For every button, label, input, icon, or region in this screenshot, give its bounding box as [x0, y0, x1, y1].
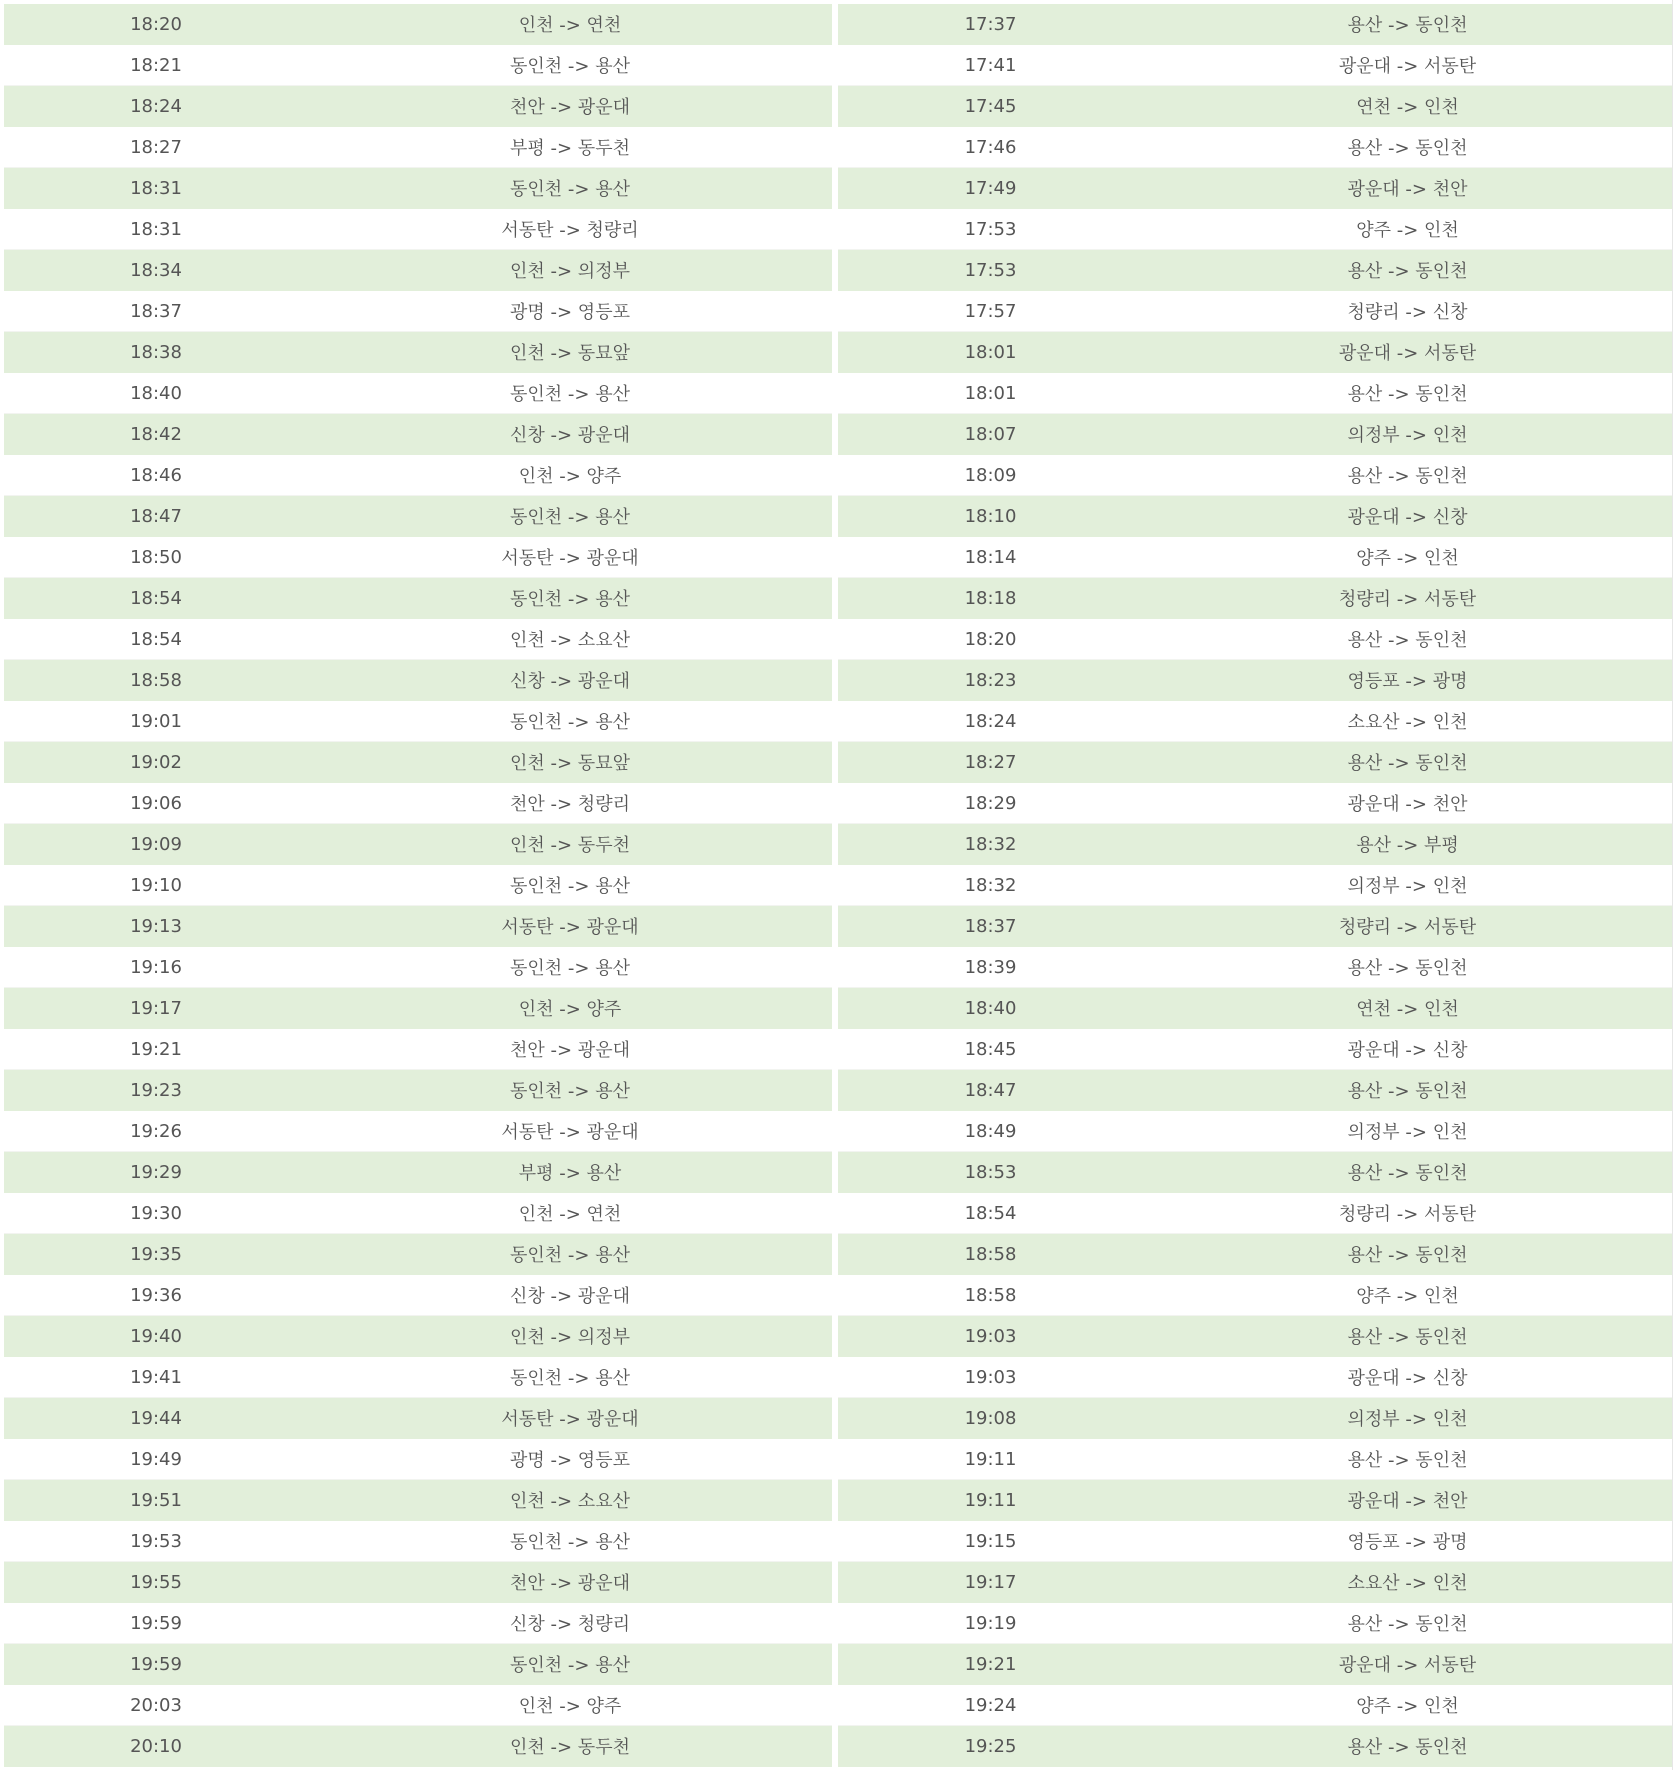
table-row — [4, 619, 832, 660]
table-row — [838, 1398, 1672, 1439]
route-label: 양주 -> 인천 — [1356, 1696, 1459, 1717]
route-label: 용산 -> 동인천 — [1347, 1737, 1468, 1758]
timetable-right-panel — [838, 4, 1672, 1767]
table-row — [4, 1152, 832, 1193]
route-label: 인천 -> 연천 — [518, 15, 622, 36]
departure-time: 18:07 — [964, 423, 1017, 445]
table-row — [4, 209, 832, 250]
table-row — [4, 1070, 832, 1111]
table-row — [4, 824, 832, 865]
route-label: 동인천 -> 용산 — [510, 507, 630, 528]
table-row — [4, 86, 832, 127]
departure-time: 18:42 — [130, 423, 182, 445]
route-label: 천안 -> 광운대 — [510, 1573, 630, 1594]
route-label: 의정부 -> 인천 — [1347, 425, 1468, 446]
table-row — [838, 1275, 1672, 1316]
route-label: 광운대 -> 신창 — [1347, 1368, 1468, 1389]
departure-time: 17:49 — [964, 177, 1017, 199]
route-label: 광운대 -> 천안 — [1347, 1491, 1468, 1512]
table-row — [838, 578, 1672, 619]
departure-time: 19:26 — [130, 1120, 182, 1142]
departure-time: 18:10 — [964, 505, 1017, 527]
route-label: 인천 -> 동묘앞 — [510, 343, 630, 364]
departure-time: 19:23 — [130, 1079, 182, 1101]
route-label: 동인천 -> 용산 — [510, 1532, 630, 1553]
departure-time: 17:41 — [964, 54, 1017, 76]
route-label: 광운대 -> 천안 — [1347, 179, 1468, 200]
route-label: 서동탄 -> 광운대 — [501, 917, 639, 938]
route-label: 청량리 -> 서동탄 — [1338, 1204, 1477, 1225]
departure-time: 19:09 — [130, 833, 182, 855]
departure-time: 19:17 — [964, 1571, 1017, 1593]
departure-time: 19:03 — [964, 1366, 1017, 1388]
route-label: 용산 -> 부평 — [1356, 835, 1459, 856]
departure-time: 19:13 — [130, 915, 182, 937]
route-label: 광운대 -> 신창 — [1347, 507, 1468, 528]
table-row — [4, 1521, 832, 1562]
departure-time: 19:51 — [130, 1489, 182, 1511]
departure-time: 18:45 — [964, 1038, 1017, 1060]
route-label: 동인천 -> 용산 — [510, 1081, 630, 1102]
route-label: 동인천 -> 용산 — [510, 958, 630, 979]
table-row — [4, 1029, 832, 1070]
route-label: 인천 -> 의정부 — [510, 1327, 630, 1348]
departure-time: 20:10 — [130, 1735, 182, 1757]
route-label: 천안 -> 광운대 — [510, 97, 630, 118]
table-row — [4, 988, 832, 1029]
departure-time: 18:49 — [964, 1120, 1017, 1142]
departure-time: 18:54 — [964, 1202, 1017, 1224]
table-row — [838, 1234, 1672, 1275]
route-label: 신창 -> 광운대 — [510, 671, 630, 692]
table-row — [838, 209, 1672, 250]
route-label: 의정부 -> 인천 — [1347, 1409, 1468, 1430]
table-row — [838, 1562, 1672, 1603]
departure-time: 18:39 — [964, 956, 1017, 978]
departure-time: 17:53 — [964, 218, 1017, 240]
table-row — [4, 1603, 832, 1644]
table-row — [4, 783, 832, 824]
table-row — [4, 1316, 832, 1357]
table-row — [838, 250, 1672, 291]
table-row — [4, 537, 832, 578]
route-label: 인천 -> 동두천 — [510, 1737, 630, 1758]
route-label: 인천 -> 소요산 — [510, 1491, 630, 1512]
route-label: 인천 -> 소요산 — [510, 630, 630, 651]
table-row — [4, 291, 832, 332]
route-label: 동인천 -> 용산 — [510, 589, 630, 610]
route-label: 용산 -> 동인천 — [1347, 1163, 1468, 1184]
route-label: 양주 -> 인천 — [1356, 548, 1459, 569]
route-label: 청량리 -> 신창 — [1347, 302, 1468, 323]
table-row — [838, 1152, 1672, 1193]
table-row — [838, 1070, 1672, 1111]
departure-time: 19:08 — [964, 1407, 1017, 1429]
departure-time: 18:40 — [964, 997, 1017, 1019]
table-row — [4, 127, 832, 168]
route-label: 인천 -> 동두천 — [510, 835, 630, 856]
route-label: 의정부 -> 인천 — [1347, 876, 1468, 897]
table-row — [838, 373, 1672, 414]
page-edge-divider — [1672, 0, 1673, 1770]
departure-time: 18:24 — [130, 95, 182, 117]
table-row — [4, 1275, 832, 1316]
table-row — [838, 1644, 1672, 1685]
departure-time: 18:47 — [964, 1079, 1017, 1101]
table-row — [838, 45, 1672, 86]
departure-time: 19:55 — [130, 1571, 182, 1593]
route-label: 서동탄 -> 광운대 — [501, 1409, 639, 1430]
route-label: 인천 -> 양주 — [518, 999, 622, 1020]
route-label: 영등포 -> 광명 — [1347, 1532, 1468, 1553]
route-label: 용산 -> 동인천 — [1347, 261, 1468, 282]
table-row — [838, 1357, 1672, 1398]
table-row — [4, 906, 832, 947]
departure-time: 19:36 — [130, 1284, 182, 1306]
departure-time: 17:57 — [964, 300, 1017, 322]
route-label: 광명 -> 영등포 — [510, 1450, 630, 1471]
route-label: 용산 -> 동인천 — [1347, 1614, 1468, 1635]
departure-time: 19:30 — [130, 1202, 182, 1224]
departure-time: 18:54 — [130, 587, 182, 609]
route-label: 용산 -> 동인천 — [1347, 1450, 1468, 1471]
departure-time: 17:53 — [964, 259, 1017, 281]
departure-time: 19:21 — [964, 1653, 1017, 1675]
departure-time: 18:46 — [130, 464, 182, 486]
table-row — [4, 578, 832, 619]
route-label: 용산 -> 동인천 — [1347, 384, 1468, 405]
departure-time: 19:35 — [130, 1243, 182, 1265]
table-row — [4, 1234, 832, 1275]
route-label: 소요산 -> 인천 — [1347, 1573, 1468, 1594]
departure-time: 18:23 — [964, 669, 1017, 691]
departure-time: 19:16 — [130, 956, 182, 978]
table-row — [838, 1480, 1672, 1521]
table-row — [4, 1685, 832, 1726]
departure-time: 19:11 — [964, 1489, 1017, 1511]
departure-time: 18:50 — [130, 546, 182, 568]
departure-time: 19:02 — [130, 751, 182, 773]
departure-time: 17:45 — [964, 95, 1017, 117]
table-row — [838, 1521, 1672, 1562]
departure-time: 18:37 — [130, 300, 182, 322]
route-label: 용산 -> 동인천 — [1347, 753, 1468, 774]
route-label: 서동탄 -> 광운대 — [501, 548, 639, 569]
table-row — [4, 1480, 832, 1521]
route-label: 의정부 -> 인천 — [1347, 1122, 1468, 1143]
route-label: 인천 -> 양주 — [518, 1696, 622, 1717]
route-label: 청량리 -> 서동탄 — [1338, 917, 1477, 938]
departure-time: 18:32 — [964, 833, 1017, 855]
table-row — [4, 701, 832, 742]
table-row — [4, 1111, 832, 1152]
route-label: 연천 -> 인천 — [1356, 97, 1459, 118]
table-row — [838, 4, 1672, 45]
route-label: 서동탄 -> 광운대 — [501, 1122, 639, 1143]
route-label: 용산 -> 동인천 — [1347, 630, 1468, 651]
departure-time: 19:06 — [130, 792, 182, 814]
departure-time: 18:58 — [130, 669, 182, 691]
table-row — [838, 332, 1672, 373]
table-row — [4, 1193, 832, 1234]
table-row — [838, 824, 1672, 865]
departure-time: 18:31 — [130, 177, 182, 199]
route-label: 천안 -> 청량리 — [510, 794, 630, 815]
departure-time: 18:31 — [130, 218, 182, 240]
table-row — [4, 1357, 832, 1398]
table-row — [838, 906, 1672, 947]
table-row — [4, 947, 832, 988]
route-label: 동인천 -> 용산 — [510, 179, 630, 200]
route-label: 동인천 -> 용산 — [510, 1368, 630, 1389]
table-row — [838, 1111, 1672, 1152]
departure-time: 18:58 — [964, 1284, 1017, 1306]
departure-time: 19:40 — [130, 1325, 182, 1347]
table-row — [4, 1644, 832, 1685]
departure-time: 19:11 — [964, 1448, 1017, 1470]
table-row — [838, 783, 1672, 824]
departure-time: 19:10 — [130, 874, 182, 896]
table-row — [838, 168, 1672, 209]
table-row — [4, 1439, 832, 1480]
departure-time: 18:20 — [130, 13, 182, 35]
table-row — [838, 947, 1672, 988]
route-label: 동인천 -> 용산 — [510, 56, 630, 77]
route-label: 부평 -> 용산 — [518, 1163, 622, 1184]
departure-time: 17:46 — [964, 136, 1017, 158]
table-row — [838, 1603, 1672, 1644]
departure-time: 18:47 — [130, 505, 182, 527]
route-label: 동인천 -> 용산 — [510, 384, 630, 405]
timetable-left-panel — [4, 4, 832, 1767]
departure-time: 19:19 — [964, 1612, 1017, 1634]
departure-time: 19:41 — [130, 1366, 182, 1388]
route-label: 용산 -> 동인천 — [1347, 1327, 1468, 1348]
departure-time: 18:40 — [130, 382, 182, 404]
table-row — [838, 865, 1672, 906]
route-label: 동인천 -> 용산 — [510, 1655, 630, 1676]
departure-time: 19:17 — [130, 997, 182, 1019]
route-label: 용산 -> 동인천 — [1347, 1245, 1468, 1266]
departure-time: 18:18 — [964, 587, 1017, 609]
table-row — [838, 455, 1672, 496]
route-label: 청량리 -> 서동탄 — [1338, 589, 1477, 610]
departure-time: 19:44 — [130, 1407, 182, 1429]
route-label: 동인천 -> 용산 — [510, 712, 630, 733]
table-row — [838, 988, 1672, 1029]
table-row — [838, 660, 1672, 701]
table-row — [4, 332, 832, 373]
table-row — [4, 4, 832, 45]
departure-time: 18:27 — [964, 751, 1017, 773]
table-row — [4, 373, 832, 414]
route-label: 광운대 -> 서동탄 — [1338, 1655, 1477, 1676]
table-row — [838, 1439, 1672, 1480]
departure-time: 18:32 — [964, 874, 1017, 896]
table-row — [838, 742, 1672, 783]
departure-time: 19:15 — [964, 1530, 1017, 1552]
route-label: 광명 -> 영등포 — [510, 302, 630, 323]
table-row — [4, 1398, 832, 1439]
route-label: 신창 -> 광운대 — [510, 1286, 630, 1307]
route-label: 양주 -> 인천 — [1356, 1286, 1459, 1307]
departure-time: 18:34 — [130, 259, 182, 281]
departure-time: 18:58 — [964, 1243, 1017, 1265]
table-row — [4, 250, 832, 291]
departure-time: 18:38 — [130, 341, 182, 363]
departure-time: 18:29 — [964, 792, 1017, 814]
table-row — [838, 86, 1672, 127]
route-label: 광운대 -> 신창 — [1347, 1040, 1468, 1061]
departure-time: 18:14 — [964, 546, 1017, 568]
table-row — [4, 1726, 832, 1767]
table-row — [838, 1685, 1672, 1726]
table-row — [838, 414, 1672, 455]
departure-time: 18:21 — [130, 54, 182, 76]
route-label: 양주 -> 인천 — [1356, 220, 1459, 241]
departure-time: 19:03 — [964, 1325, 1017, 1347]
route-label: 용산 -> 동인천 — [1347, 15, 1468, 36]
table-row — [838, 1193, 1672, 1234]
table-row — [838, 537, 1672, 578]
departure-time: 19:01 — [130, 710, 182, 732]
table-row — [4, 45, 832, 86]
departure-time: 18:01 — [964, 382, 1017, 404]
table-row — [838, 291, 1672, 332]
route-label: 연천 -> 인천 — [1356, 999, 1459, 1020]
table-row — [838, 127, 1672, 168]
table-row — [4, 660, 832, 701]
table-row — [838, 1029, 1672, 1070]
route-label: 광운대 -> 천안 — [1347, 794, 1468, 815]
route-label: 인천 -> 양주 — [518, 466, 622, 487]
departure-time: 18:24 — [964, 710, 1017, 732]
table-row — [4, 1562, 832, 1603]
table-row — [4, 742, 832, 783]
departure-time: 18:09 — [964, 464, 1017, 486]
route-label: 서동탄 -> 청량리 — [501, 220, 639, 241]
route-label: 소요산 -> 인천 — [1347, 712, 1468, 733]
route-label: 천안 -> 광운대 — [510, 1040, 630, 1061]
table-row — [838, 1316, 1672, 1357]
table-row — [4, 865, 832, 906]
route-label: 광운대 -> 서동탄 — [1338, 56, 1477, 77]
departure-time: 18:37 — [964, 915, 1017, 937]
departure-time: 20:03 — [130, 1694, 182, 1716]
table-row — [4, 496, 832, 537]
table-row — [838, 496, 1672, 537]
route-label: 인천 -> 의정부 — [510, 261, 630, 282]
route-label: 인천 -> 동묘앞 — [510, 753, 630, 774]
departure-time: 18:20 — [964, 628, 1017, 650]
table-row — [4, 414, 832, 455]
departure-time: 18:54 — [130, 628, 182, 650]
route-label: 부평 -> 동두천 — [510, 138, 630, 159]
table-row — [838, 1726, 1672, 1767]
departure-time: 19:59 — [130, 1612, 182, 1634]
route-label: 신창 -> 광운대 — [510, 425, 630, 446]
departure-time: 19:59 — [130, 1653, 182, 1675]
route-label: 영등포 -> 광명 — [1347, 671, 1468, 692]
route-label: 용산 -> 동인천 — [1347, 138, 1468, 159]
route-label: 광운대 -> 서동탄 — [1338, 343, 1477, 364]
route-label: 용산 -> 동인천 — [1347, 958, 1468, 979]
departure-time: 18:01 — [964, 341, 1017, 363]
route-label: 동인천 -> 용산 — [510, 876, 630, 897]
table-row — [838, 701, 1672, 742]
route-label: 신창 -> 청량리 — [510, 1614, 630, 1635]
departure-time: 19:21 — [130, 1038, 182, 1060]
route-label: 용산 -> 동인천 — [1347, 466, 1468, 487]
departure-time: 19:24 — [964, 1694, 1017, 1716]
table-row — [838, 619, 1672, 660]
departure-time: 19:49 — [130, 1448, 182, 1470]
route-label: 용산 -> 동인천 — [1347, 1081, 1468, 1102]
departure-time: 18:53 — [964, 1161, 1017, 1183]
departure-time: 19:25 — [964, 1735, 1017, 1757]
table-row — [4, 168, 832, 209]
departure-time: 17:37 — [964, 13, 1017, 35]
departure-time: 19:53 — [130, 1530, 182, 1552]
departure-time: 19:29 — [130, 1161, 182, 1183]
departure-time: 18:27 — [130, 136, 182, 158]
route-label: 인천 -> 연천 — [518, 1204, 622, 1225]
table-row — [4, 455, 832, 496]
route-label: 동인천 -> 용산 — [510, 1245, 630, 1266]
